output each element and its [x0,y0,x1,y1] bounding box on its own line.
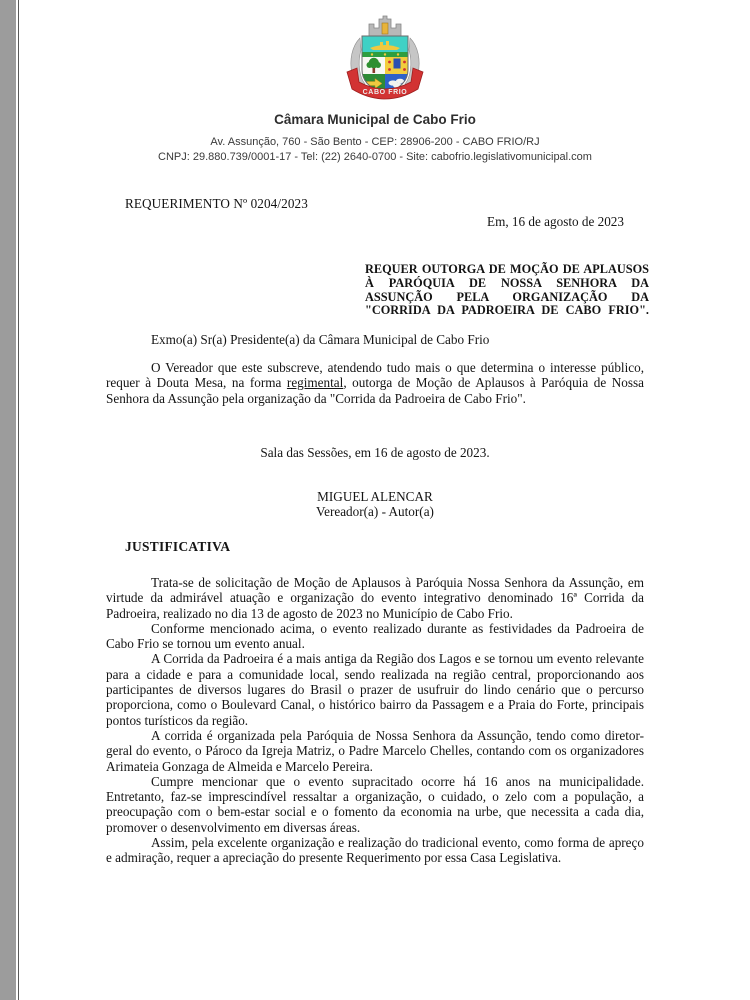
request-paragraph [106,360,644,406]
document-date: Em, 16 de agosto de 2023 [487,214,624,229]
request-paragraph-end: , outorga de Moção de Aplausos à Paróquia de Nossa Senhora da Assunção pela organização da "Corrida da Padroeira de Cabo Frio". [106,375,644,406]
ementa-line: À PARÓQUIA DE NOSSA SENHORA DA [365,275,649,290]
ementa-block [365,263,649,318]
org-contact: CNPJ: 29.880.739/0001-17 - Tel: (22) 2640-0700 - Site: cabofrio.legislativomunicipal.com [158,151,592,163]
page-edge-line [18,0,19,1000]
signature-role: Vereador(a) - Autor(a) [316,504,434,520]
document-number: REQUERIMENTO Nº 0204/2023 [125,196,308,211]
justification-paragraph: Cumpre mencionar que o evento supracitado ocorre há 16 anos na municipalidade. Entretanto, faz-se imprescindível ressaltar a organização, o cuidado, o zelo com a população, a preocupação com o bem-estar social e o fomento da economia na urbe, que necessita a cada dia, promover o desenvolvimento em diversas áreas. [106,773,644,835]
cabo-frio-coat-of-arms-icon [340,12,430,106]
justification-paragraph: Assim, pela excelente organização e realização do tradicional evento, como forma de apreço e admiração, requer a apreciação do presente Requerimento por essa Casa Legislativa. [106,835,644,866]
ementa-line: "CORRIDA DA PADROEIRA DE CABO FRIO". [365,303,649,318]
org-address: Av. Assunção, 760 - São Bento - CEP: 28906-200 - CABO FRIO/RJ [210,136,540,148]
signature-block [106,489,644,520]
session-line: Sala das Sessões, em 16 de agosto de 2023. [260,445,490,460]
request-paragraph-underlined-word: regimental [286,375,344,391]
crest-crown [369,16,401,36]
justification-paragraph: Trata-se de solicitação de Moção de Aplausos à Paróquia Nossa Senhora da Assunção, em virtude da admirável atuação e organização do evento integrativo denominado 16ª Corrida da Padroeira, realizado no dia 13 de agosto de 2023 no Município de Cabo Frio. [106,575,644,621]
org-name: Câmara Municipal de Cabo Frio [274,112,476,127]
crest-ribbon-label: CABO FRIO [362,89,408,96]
request-paragraph-start: O Vereador que este subscreve, atendendo tudo mais o que determina o interesse público, requer à Douta Mesa, na forma [106,360,644,391]
scan-left-strip [0,0,16,1000]
salutation: Exmo(a) Sr(a) Presidente(a) da Câmara Municipal de Cabo Frio [151,332,490,347]
justification-paragraph: Conforme mencionado acima, o evento realizado durante as festividades da Padroeira de Cabo Frio se tornou um evento anual. [106,620,644,652]
ementa-line: ASSUNÇÃO PELA ORGANIZAÇÃO DA [365,289,649,304]
ementa-line: REQUER OUTORGA DE MOÇÃO DE APLAUSOS [365,262,649,276]
justification-title: JUSTIFICATIVA [125,539,231,554]
justification-paragraph: A corrida é organizada pela Paróquia de Nossa Senhora da Assunção, tendo como diretor-geral do evento, o Pároco da Igreja Matriz, o Padre Marcelo Chelles, contando com os organizadores Arimateia Gonzaga de Almeida e Marcelo Pereira. [106,727,644,774]
justification-paragraph: A Corrida da Padroeira é a mais antiga da Região dos Lagos e se tornou um evento relevante para a cidade e para a comunidade local, sendo realizada na região central, proporcionando aos participantes de diversos lugares do Brasil o prazer de usufruir do lindo cenário que o percurso proporciona, como o Boulevard Canal, o histórico bairro da Passagem e a Praia do Forte, principais pontos turísticos da região. [106,651,644,728]
justification-body [106,575,644,866]
signature-name: MIGUEL ALENCAR [317,489,433,504]
